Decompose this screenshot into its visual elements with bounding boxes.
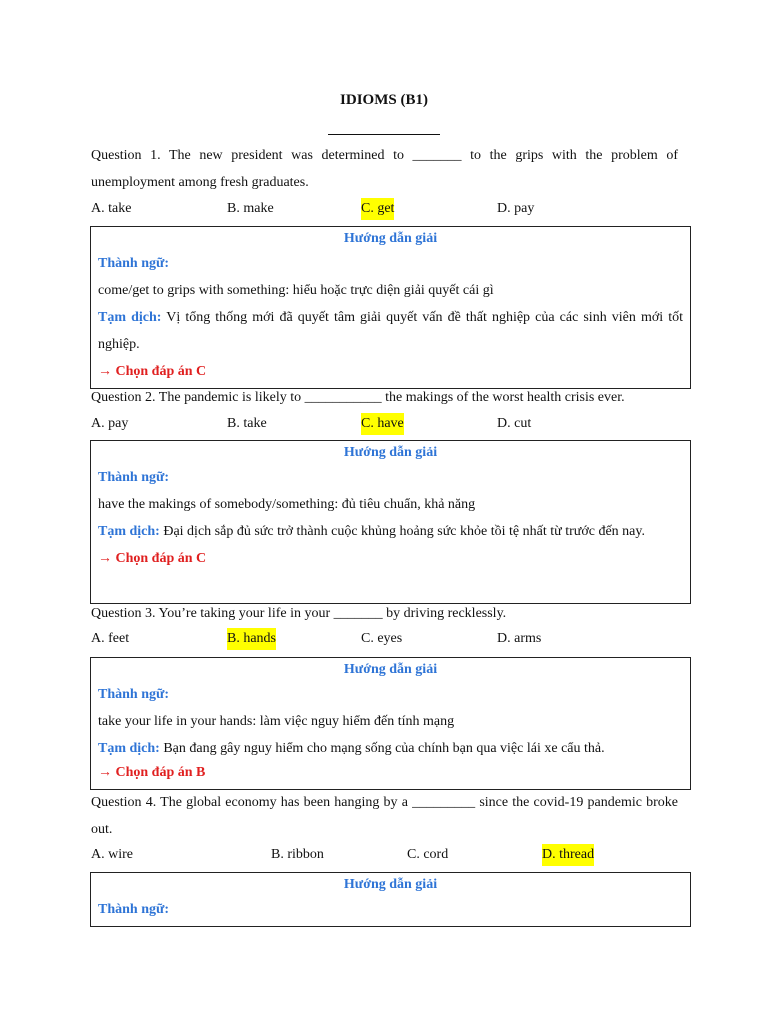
guide-heading: Hướng dẫn giải <box>343 662 438 677</box>
title-underline <box>328 134 440 135</box>
idiom-text: have the makings of somebody/something: đủ tiêu chuẩn, khả năng <box>98 497 476 512</box>
translation-text: Bạn đang gây nguy hiểm cho mạng sống của chính bạn qua việc lái xe cẩu thả. <box>163 741 605 756</box>
option-c-correct: C. have <box>361 413 404 435</box>
question-3-options <box>91 628 691 650</box>
question-1-options <box>91 198 691 220</box>
answer-text: Chọn đáp án C <box>115 364 207 379</box>
option-c: C. eyes <box>361 631 403 646</box>
translation-label: Tạm dịch: <box>98 524 160 539</box>
question-4-options <box>91 844 691 866</box>
page-title: IDIOMS (B1) <box>340 92 428 108</box>
question-4-text: Question 4. The global economy has been hanging by a _________ since the covid-19 pandemic broke out. <box>91 795 678 837</box>
option-b: B. take <box>227 416 267 431</box>
arrow-icon: → <box>98 765 112 780</box>
idiom-text: come/get to grips with something: hiểu hoặc trực diện giải quyết cái gì <box>98 283 494 298</box>
solution-box-2 <box>90 440 691 604</box>
arrow-icon: → <box>98 551 112 566</box>
translation-label: Tạm dịch: <box>98 741 160 756</box>
solution-box-3 <box>90 657 691 790</box>
solution-box-1 <box>90 226 691 389</box>
option-a: A. take <box>91 201 132 216</box>
option-d: D. arms <box>497 631 542 646</box>
guide-heading: Hướng dẫn giải <box>343 877 438 892</box>
idiom-label: Thành ngữ: <box>98 470 170 485</box>
answer-text: Chọn đáp án C <box>115 551 207 566</box>
option-d: D. pay <box>497 201 535 216</box>
translation-text: Đại dịch sắp đủ sức trở thành cuộc khủng hoảng sức khỏe tồi tệ nhất từ trước đến nay. <box>163 524 645 539</box>
guide-heading: Hướng dẫn giải <box>343 445 438 460</box>
option-c: C. cord <box>407 847 449 862</box>
question-2-options <box>91 413 691 435</box>
option-d-correct: D. thread <box>542 844 594 866</box>
option-a: A. feet <box>91 631 130 646</box>
option-d: D. cut <box>497 416 532 431</box>
option-b: B. make <box>227 201 274 216</box>
option-a: A. pay <box>91 416 129 431</box>
option-a: A. wire <box>91 847 133 862</box>
translation-label: Tạm dịch: <box>98 310 162 325</box>
translation-text: Vị tổng thống mới đã quyết tâm giải quyết vấn đề thất nghiệp của các sinh viên mới tốt nghiệp. <box>98 310 683 352</box>
guide-heading: Hướng dẫn giải <box>343 231 438 246</box>
idiom-label: Thành ngữ: <box>98 687 170 702</box>
option-b-correct: B. hands <box>227 628 276 650</box>
answer-text: Chọn đáp án B <box>115 765 206 780</box>
idiom-label: Thành ngữ: <box>98 902 170 917</box>
option-b: B. ribbon <box>271 847 324 862</box>
solution-box-4 <box>90 872 691 927</box>
idiom-text: take your life in your hands: làm việc nguy hiểm đến tính mạng <box>98 714 455 729</box>
question-2-text: Question 2. The pandemic is likely to ___________ the makings of the worst health crisis ever. <box>91 390 625 405</box>
idiom-label: Thành ngữ: <box>98 256 170 271</box>
question-3-text: Question 3. You’re taking your life in your _______ by driving recklessly. <box>91 606 507 621</box>
option-c-correct: C. get <box>361 198 394 220</box>
question-1-text: Question 1. The new president was determined to _______ to the grips with the problem of unemployment among fresh graduates. <box>91 148 678 190</box>
arrow-icon: → <box>98 364 112 379</box>
